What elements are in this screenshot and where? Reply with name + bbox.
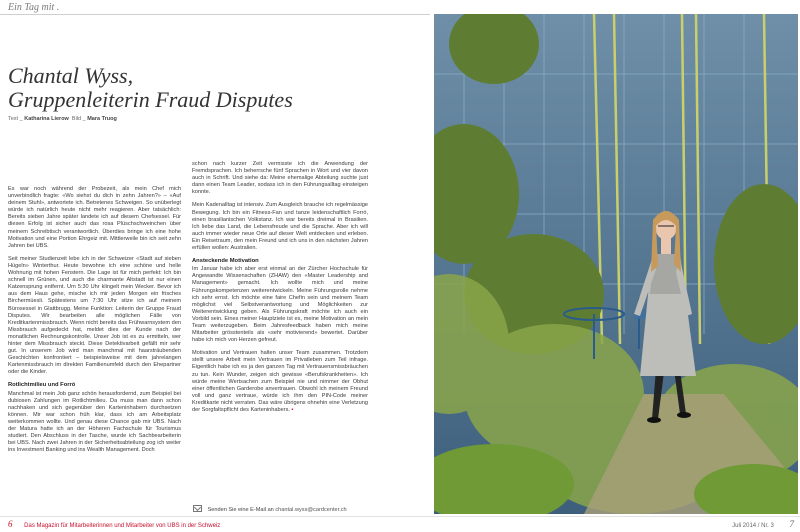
magazine-tagline: Das Magazin für Mitarbeiterinnen und Mitarbeiter von UBS in der Schweiz: [24, 523, 221, 529]
credit-text-label: Text: [8, 116, 19, 122]
article-title: [8, 64, 428, 112]
footer-left: [8, 519, 220, 529]
photo-illustration: [434, 14, 798, 514]
paragraph: schon nach kurzer Zeit vermisste ich die Anwendung der Fremdsprachen. Ich beherrsche fünf Sprachen in Wort und vier davon auch in Schrift. Und siehe da: Meine ehemalige Abteilung suchte just dann einen Team Leader, sodass ich in den Führungsalltag einsteigen konnte.: [192, 161, 368, 196]
footer-rule: [0, 516, 800, 517]
footer-right: [732, 519, 794, 529]
paragraph: Im Januar habe ich aber erst einmal an der Zürcher Hochschule für Angewandte Wissenschaften (ZHAW) den «Master Leadership and Management» gemacht. Ich wollte mich und meine Führungskompetenzen weiterentwickeln. Meine Führungsrolle nehme ich sehr ernst. Ich möchte eine faire Chefin sein und meinem Team möglichst viel Selbstverantwortung und Möglichkeiten zur Weiterentwicklung geben. Als Führungskraft möchte ich auch ein Vorbild sein. Eines meiner Hauptziele ist es, meine Motivation an mein Team weiterzugeben. Beim Jahresfeedback haben mich meine Mitarbeiter grösstenteils als «sehr motivierend» bewertet. Darüber habe ich mich von Herzen gefreut.: [192, 266, 368, 344]
paragraph: Manchmal ist mein Job ganz schön herausfordernd, zum Beispiel bei dubiosen Zahlungen im Rotlichtmilieu. Da muss man dann schon nachhaken und sich gegenüber den Karteninhabern durchsetzen können. Mir war schon früh klar, dass ich am Arbeitsplatz weiterkommen wollte. Und genau diese Chance gab mir UBS. Nach der Matura hatte ich an der Höheren Fachschule für Tourismus studiert. Den Abschluss in der Tasche, wurde ich Sachbearbeiterin bei UBS. Nach zwei Jahren in der Sicherheitsabteilung zog ich weiter ins Investment Banking und ins Wealth Management. Doch: [8, 390, 181, 454]
text-column-2: [192, 161, 368, 420]
page-number-right: 7: [789, 519, 794, 529]
portrait-photo: [434, 14, 798, 514]
issue-info: Juli 2014 / Nr. 3: [732, 523, 774, 529]
title-line-1: Chantal Wyss,: [8, 63, 134, 88]
page-number-left: 6: [8, 519, 13, 529]
paragraph: Mein Kadenalltag ist intensiv. Zum Ausgleich brauche ich regelmässige Bewegung. Ich bin ein Fitness-Fan und tanze leidenschaftlich Forró, einen brasilianischen Volkstanz. Ich war bereits dreimal in Brasilien. Ich liebe das Land, die Lebensfreude und die Sprache. Aber ich will auch immer wieder neue Orte auf dieser Welt entdecken und erleben. Ein Reisetraum, den mein Freund und ich uns in den nächsten Jahren erfüllen wollen: Australien.: [192, 202, 368, 252]
text-column-1: [8, 186, 181, 460]
top-rule: [0, 14, 430, 15]
title-line-2: Gruppenleiterin Fraud Disputes: [8, 87, 293, 112]
paragraph-last: [192, 350, 368, 414]
email-prefix: Senden Sie eine E-Mail an: [207, 507, 274, 513]
paragraph: Seit meiner Studienzeit lebe ich in der Schweizer «Stadt auf sieben Hügeln» Winterthur. Heute bewohne ich eine schöne und helle Wohnung mit hohen Fenstern. Die Lage ist für mich perfekt: Ich bin schnell im Grünen, und auch die charmante Altstadt ist nur einen Katzensprung entfernt. Um 5:30 Uhr klingelt mein Wecker. Bevor ich aus dem Haus gehe, mische ich mir jeden Morgen ein frisches Birchermüesli. Spätestens um 7:30 Uhr sitze ich auf meinem Bürosessel in Glattbrugg. Meine Funktion: Leiterin der Gruppe Fraud Disputes. Wir bearbeiten alle möglichen Fälle von Kreditkartenmissbrauch. Wenn nicht bereits das Frühwarnsystem den Missbrauch aufgedeckt hat, meldet dies der Kunde nach der monatlichen Rechnungskontrolle. Unser Job ist es zu ermitteln, wer hinter dem Missbrauch steckt. Diese Detektivarbeit gefällt mir sehr gut. In unserem Job wird man manchmal mit haarsträubenden Geschichten konfrontiert – beispielsweise mit dem jahrelangen Kartenmissbrauch im direkten Familienumfeld durch den Ehepartner oder die Kinder.: [8, 255, 181, 376]
rubric-label: Ein Tag mit .: [8, 2, 60, 13]
credit-author: Katharina Lierow: [24, 116, 69, 122]
mail-icon: [193, 505, 202, 512]
paragraph: Es war noch während der Probezeit, als mein Chef mich unverbindlich fragte: «Wo siehst du dich in zehn Jahren?» – «Auf deinem Stuhl», antwortete ich. Betretenes Schweigen. So unüberlegt würde ich natürlich heute nicht mehr reagieren. Aber tatsächlich: Bereits sieben Jahre später landete ich auf diesem Chefsessel. Für diesen Erfolg ist sicher auch das rosa Plüschschweinchen über meinem Schreibtisch verantwortlich. Überdies bringe ich eine hohe Motivation und eine Portion Ehrgeiz mit. Mittlerweile bin ich seit zehn Jahren bei UBS.: [8, 186, 181, 249]
subheading: Ansteckende Motivation: [192, 258, 259, 265]
paragraph-text: Motivation und Vertrauen halten unser Team zusammen. Trotzdem stellt unsere Arbeit mein Vertrauen im Privatleben zum Teil infrage. Eigentlich habe ich es ja den ganzen Tag mit Vertrauensmissbräuchen zu tun. Kein Wunder, zeigen sich gewisse «Berufskrankheiten». Ich würde meine Wertsachen zum Beispiel nie und nimmer der Obhut einer öffentlichen Garderobe anvertrauen. Obwohl ich meinem Freund voll und ganz vertraue, würde ich ihm den PIN-Code meiner Kreditkarte nicht verraten. Das wäre übrigens ohnehin eine Verletzung der Sorgfaltspflicht des Karteninhabers.: [192, 350, 368, 413]
end-mark: ▪: [291, 407, 294, 413]
email-link[interactable]: chantal.wyss@cardcenter.ch: [275, 507, 347, 513]
credit-photographer: Mara Truog: [87, 116, 117, 122]
email-contact: [193, 505, 347, 513]
subheading: Rotlichtmilieu und Forró: [8, 382, 76, 389]
article-credits: Text _ Katharina Lierow Bild _ Mara Truog: [8, 116, 117, 122]
credit-image-label: Bild: [71, 116, 82, 122]
